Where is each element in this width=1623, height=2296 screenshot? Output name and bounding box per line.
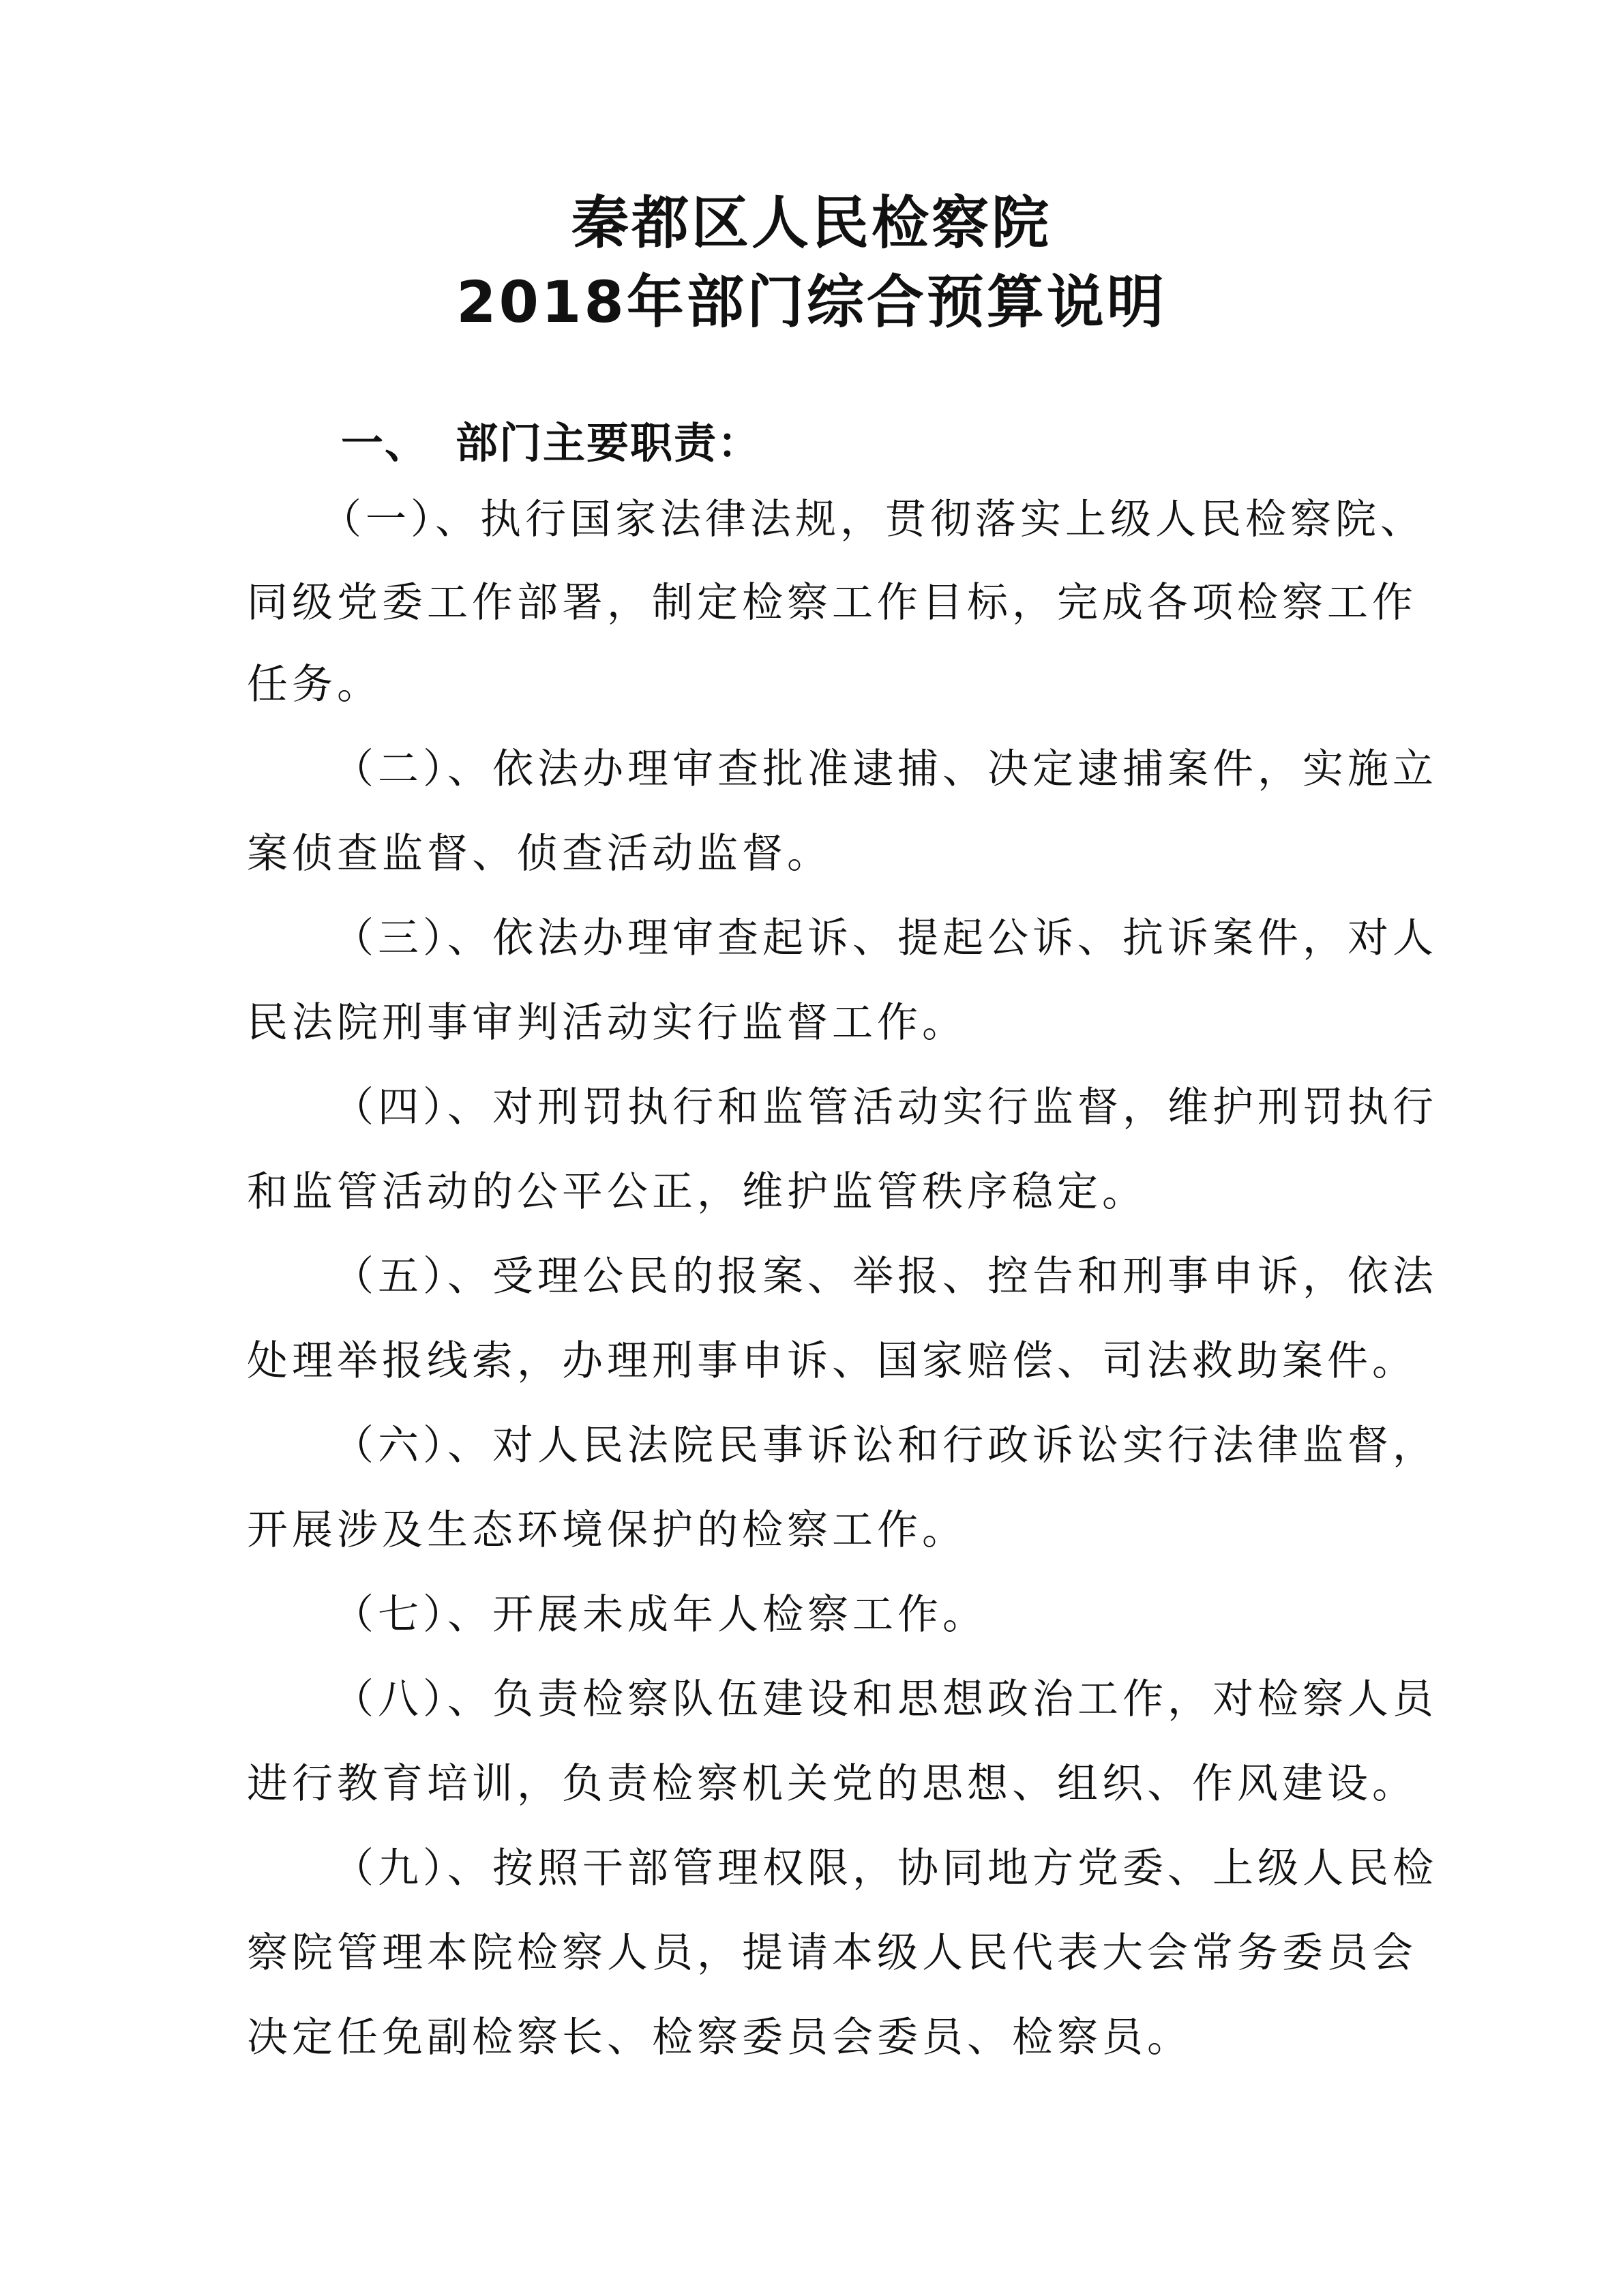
document-subtitle: 2018年部门综合预算说明 xyxy=(456,269,1167,336)
paragraph-line: 开展涉及生态环境保护的检察工作。 xyxy=(247,1506,967,1554)
paragraph-line: （四）、对刑罚执行和监管活动实行监督，维护刑罚执行 xyxy=(333,1084,1438,1131)
paragraph-line: 察院管理本院检察人员，提请本级人民代表大会常务委员会 xyxy=(247,1929,1417,1977)
paragraph-line: 同级党委工作部署，制定检察工作目标，完成各项检察工作 xyxy=(247,579,1417,627)
paragraph-line: 和监管活动的公平公正，维护监管秩序稳定。 xyxy=(247,1168,1147,1216)
paragraph-line: 任务。 xyxy=(247,661,382,709)
paragraph-line: （九）、按照干部管理权限，协同地方党委、上级人民检 xyxy=(333,1845,1438,1892)
document-title: 秦都区人民检察院 xyxy=(571,190,1052,256)
paragraph-line: （一）、执行国家法律法规，贯彻落实上级人民检察院、 xyxy=(321,496,1425,543)
paragraph-line: （六）、对人民法院民事诉讼和行政诉讼实行法律监督， xyxy=(333,1422,1438,1470)
section-heading-number: 一、 xyxy=(341,418,429,468)
paragraph-line: （八）、负责检察队伍建设和思想政治工作，对检察人员 xyxy=(333,1675,1438,1723)
section-heading xyxy=(341,415,761,472)
paragraph-line: 民法院刑事审判活动实行监督工作。 xyxy=(247,999,967,1047)
paragraph-line: （二）、依法办理审查批准逮捕、决定逮捕案件，实施立 xyxy=(333,745,1438,793)
paragraph-line: 案侦查监督、侦查活动监督。 xyxy=(247,830,832,878)
paragraph-line: （七）、开展未成年人检察工作。 xyxy=(333,1591,987,1639)
section-heading-text: 部门主要职责： xyxy=(456,418,762,468)
paragraph-line: 处理举报线索，办理刑事申诉、国家赔偿、司法救助案件。 xyxy=(247,1337,1417,1385)
paragraph-line: 进行教育培训，负责检察机关党的思想、组织、作风建设。 xyxy=(247,1760,1417,1808)
paragraph-line: （五）、受理公民的报案、举报、控告和刑事申诉，依法 xyxy=(333,1253,1438,1300)
paragraph-line: （三）、依法办理审查起诉、提起公诉、抗诉案件，对人 xyxy=(333,914,1438,962)
paragraph-line: 决定任免副检察长、检察委员会委员、检察员。 xyxy=(247,2014,1192,2061)
